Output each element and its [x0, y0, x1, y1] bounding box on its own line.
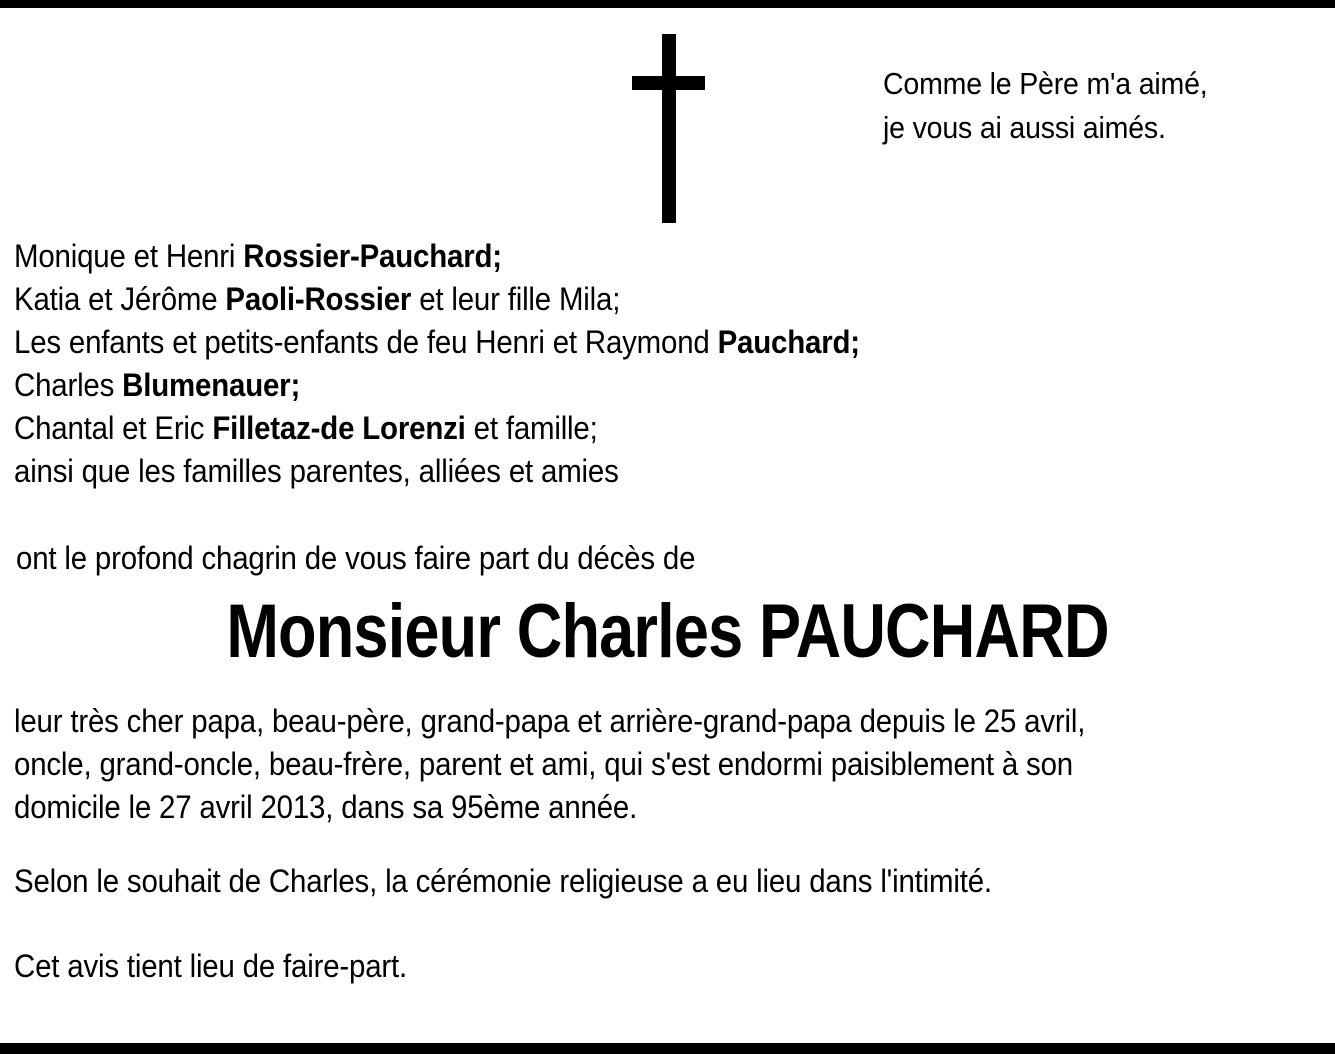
family-text: et leur fille Mila; — [411, 281, 621, 317]
announcement-intro: ont le profond chagrin de vous faire part du décès de — [16, 540, 696, 576]
family-text: Monique et Henri — [14, 238, 244, 274]
family-name-bold: ; — [290, 367, 301, 403]
family-text: et famille; — [465, 410, 598, 446]
cross-vertical-beam — [662, 34, 676, 223]
family-text: Katia et Jérôme — [14, 281, 226, 317]
family-text: Charles — [14, 367, 123, 403]
family-name-bold: Paoli-Rossier — [225, 281, 412, 317]
family-text: Les enfants et petits-enfants de feu Henri et Raymond — [14, 324, 718, 360]
cross-icon — [620, 30, 720, 230]
top-border — [0, 0, 1335, 8]
family-list — [14, 235, 860, 493]
closing-notice: Cet avis tient lieu de faire-part. — [14, 948, 408, 984]
deceased-name-title: Monsieur Charles PAUCHARD — [226, 589, 1109, 674]
scripture-quote — [883, 62, 1208, 150]
cross-horizontal-beam — [632, 76, 705, 90]
family-line — [14, 235, 860, 278]
family-text: ainsi que les familles parentes, alliées et amies — [14, 453, 619, 489]
description-line: leur très cher papa, beau-père, grand-papa et arrière-grand-papa depuis le 25 avril, — [14, 703, 1086, 739]
family-line — [14, 364, 860, 407]
quote-line-2: je vous ai aussi aimés. — [883, 110, 1166, 145]
ceremony-notice: Selon le souhait de Charles, la cérémonie religieuse a eu lieu dans l'intimité. — [14, 863, 992, 899]
family-name-bold: Blumenauer — [122, 367, 291, 403]
family-name-bold: ; — [492, 238, 502, 274]
bottom-border — [0, 1043, 1335, 1054]
family-name-bold: Pauchard — [717, 324, 851, 360]
family-name-bold: Rossier-Pauchard — [243, 238, 493, 274]
description-line: domicile le 27 avril 2013, dans sa 95ème année. — [14, 789, 638, 825]
family-name-bold: ; — [850, 324, 860, 360]
family-line — [14, 450, 860, 493]
family-text: Chantal et Eric — [14, 410, 213, 446]
family-line — [14, 278, 860, 321]
family-name-bold: Filletaz-de Lorenzi — [212, 410, 466, 446]
description-line: oncle, grand-oncle, beau-frère, parent et ami, qui s'est endormi paisiblement à son — [14, 746, 1073, 782]
deceased-description — [14, 700, 1085, 829]
quote-line-1: Comme le Père m'a aimé, — [883, 66, 1208, 101]
family-line — [14, 321, 860, 364]
family-line — [14, 407, 860, 450]
